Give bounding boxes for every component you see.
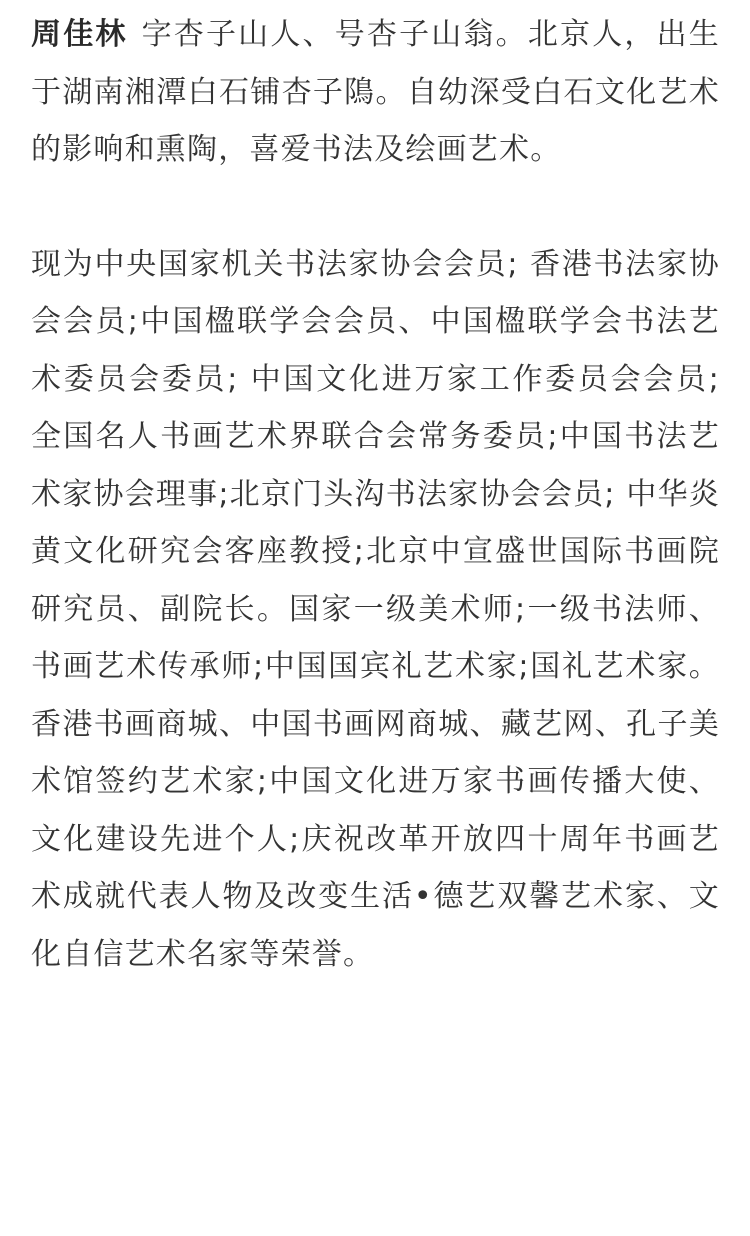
artist-name: 周佳林: [31, 17, 128, 52]
titles-paragraph: [31, 236, 720, 984]
titles-text: 现为中央国家机关书法家协会会员; 香港书法家协会会员;中国楹联学会会员、中国楹联学会书法艺术委员会委员; 中国文化进万家工作委员会会员; 全国名人书画艺术界联合会常务委员;中国书法艺术家协会理事;北京门头沟书法家协会会员; 中华炎黄文化研究会客座教授;北京中宣盛世国际书画院研究员、副院长。国家一级美术师;一级书法师、书画艺术传承师;中国国宾礼艺术家;国礼艺术家。香港书画商城、中国书画网商城、藏艺网、孔子美术馆签约艺术家;中国文化进万家书画传播大使、文化建设先进个人;庆祝改革开放四十周年书画艺术成就代表人物及改变生活•德艺双馨艺术家、文化自信艺术名家等荣誉。: [31, 246, 720, 972]
intro-text: 字杏子山人、号杏子山翁。北京人，出生于湖南湘潭白石铺杏子隝。自幼深受白石文化艺术的影响和熏陶，喜爱书法及绘画艺术。: [31, 17, 720, 167]
intro-paragraph: [31, 6, 720, 179]
